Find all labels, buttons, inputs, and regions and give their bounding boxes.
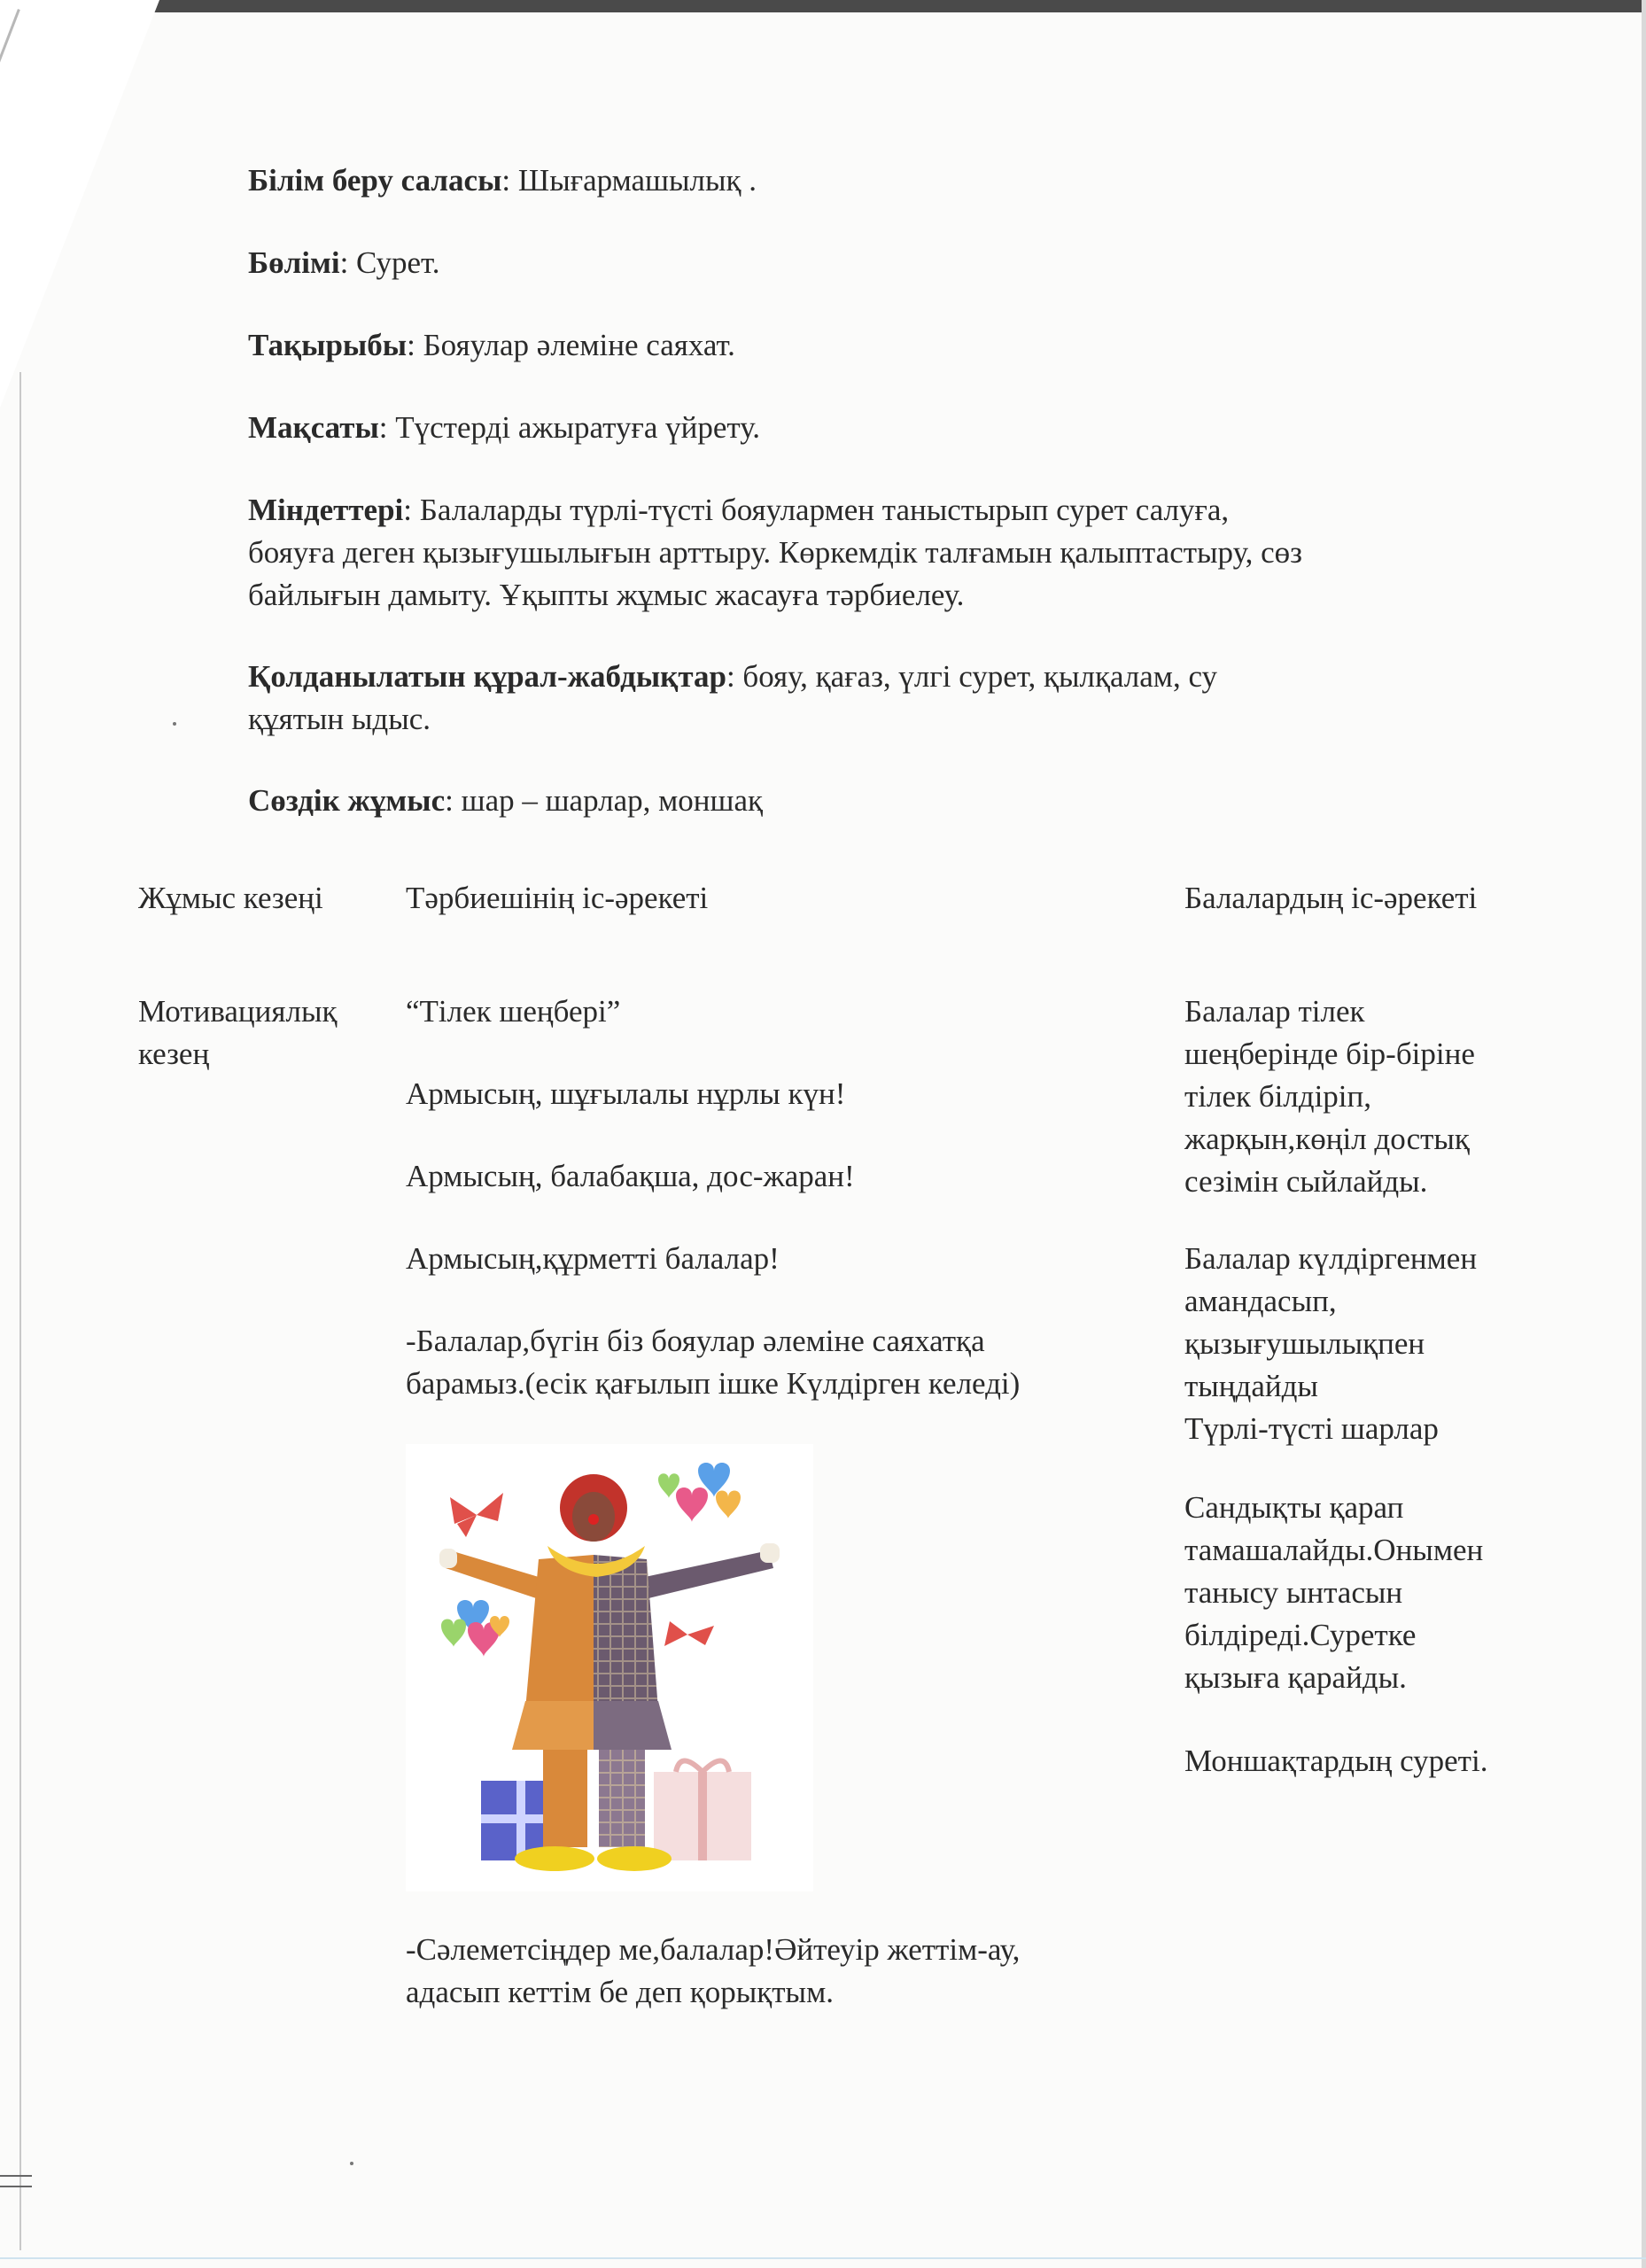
tools-text-line: құятын ыдыс. xyxy=(248,702,431,736)
children-paragraph xyxy=(1184,1238,1592,1450)
tasks-text-line: : Балаларды түрлі-түсті бояулармен таныстырып сурет салуға, xyxy=(403,493,1230,527)
children-line: танысу ынтасын xyxy=(1184,1575,1403,1610)
scan-speck xyxy=(173,722,176,726)
tasks-text-line: байлығын дамыту. Ұқыпты жұмыс жасауға тәрбиелеу. xyxy=(248,578,965,612)
teacher-line: Армысың, балабақша, дос-жаран! xyxy=(406,1159,855,1193)
goal-label: Мақсаты xyxy=(248,410,379,445)
topic-value: : Бояулар әлеміне саяхат. xyxy=(407,328,735,362)
scan-right-edge xyxy=(1642,0,1646,2268)
gift-box-right xyxy=(654,1761,751,1861)
teacher-line: Армысың, шұғылалы нұрлы күн! xyxy=(406,1076,846,1111)
section-value: : Сурет. xyxy=(339,245,440,280)
children-line: қызыға қарайды. xyxy=(1184,1660,1407,1695)
stage-text-line: Мотивациялық xyxy=(138,994,338,1029)
section-label: Бөлімі xyxy=(248,245,340,280)
goal-value: : Түстерді ажыратуға үйрету. xyxy=(378,410,761,445)
children-line: білдіреді.Суретке xyxy=(1184,1618,1417,1652)
scan-speck xyxy=(350,2162,353,2165)
tasks-paragraph xyxy=(248,489,1488,617)
children-line: жарқын,көңіл достық xyxy=(1184,1122,1470,1156)
scan-bottom-marks xyxy=(0,2175,32,2187)
col-header-children: Балалардың іс-әрекеті xyxy=(1184,881,1478,915)
children-line: амандасып, xyxy=(1184,1284,1337,1318)
tasks-text-line: бояуға деген қызығушылығын арттыру. Көркемдік талғамын қалыптастыру, сөз xyxy=(248,535,1302,570)
folded-corner xyxy=(0,0,159,408)
teacher-line: Армысың,құрметті балалар! xyxy=(406,1241,780,1276)
scan-top-edge xyxy=(151,0,1646,12)
children-line: тілек білдіріп, xyxy=(1184,1079,1372,1114)
children-line: шеңберінде бір-біріне xyxy=(1184,1037,1475,1071)
children-line: Балалар тілек xyxy=(1184,994,1365,1029)
children-line: Сандықты қарап xyxy=(1184,1490,1404,1525)
stage-cell xyxy=(138,990,386,1076)
vocabulary-line xyxy=(248,780,1488,822)
children-line: қызығушылықпен xyxy=(1184,1326,1425,1361)
teacher-line: барамыз.(есік қағылып ішке Күлдірген келеді) xyxy=(406,1366,1021,1401)
goal-line xyxy=(248,407,1488,449)
tools-label: Қолданылатын құрал-жабдықтар xyxy=(248,659,726,694)
col-header-teacher: Тәрбиешінің іс-әрекеті xyxy=(406,881,709,915)
children-line: Моншақтардың суреті. xyxy=(1184,1744,1488,1778)
vocabulary-value: : шар – шарлар, моншақ xyxy=(445,783,763,818)
topic-label: Тақырыбы xyxy=(248,328,408,362)
col-header-stage: Жұмыс кезеңі xyxy=(138,881,323,915)
children-paragraph xyxy=(1184,990,1592,1203)
teacher-paragraph xyxy=(406,1929,1159,2014)
teacher-line: “Тілек шеңбері” xyxy=(406,994,621,1029)
teacher-line: -Сәлеметсіңдер ме,балалар!Әйтеуір жеттім-ау, xyxy=(406,1932,1021,1967)
children-line: Түрлі-түсті шарлар xyxy=(1184,1411,1439,1446)
tools-text-line: : бояу, қағаз, үлгі сурет, қылқалам, су xyxy=(726,659,1218,694)
vocabulary-label: Сөздік жұмыс xyxy=(248,783,446,818)
stage-text-line: кезең xyxy=(138,1037,210,1071)
teacher-paragraph xyxy=(406,1320,1159,1405)
tools-paragraph xyxy=(248,656,1488,741)
teacher-line: адасып кеттім бе деп қорықтым. xyxy=(406,1975,834,2009)
education-area-label: Білім беру саласы xyxy=(248,163,502,198)
children-line: Балалар күлдіргенмен xyxy=(1184,1241,1478,1276)
topic-line xyxy=(248,324,1488,367)
children-paragraph xyxy=(1184,1487,1592,1699)
tasks-label: Міндеттері xyxy=(248,493,404,527)
children-line: сезімін сыйлайды. xyxy=(1184,1164,1428,1199)
children-line: тыңдайды xyxy=(1184,1369,1318,1403)
education-area-value: : Шығармашылық . xyxy=(501,163,757,198)
clown-illustration xyxy=(406,1444,813,1891)
teacher-line: -Балалар,бүгін біз бояулар әлеміне саяхатқа xyxy=(406,1324,985,1358)
scan-left-edge xyxy=(19,372,21,2250)
section-line xyxy=(248,242,1488,284)
children-line: тамашалайды.Онымен xyxy=(1184,1533,1484,1567)
education-area-line xyxy=(248,159,1488,202)
scan-bottom-line xyxy=(0,2257,1646,2259)
